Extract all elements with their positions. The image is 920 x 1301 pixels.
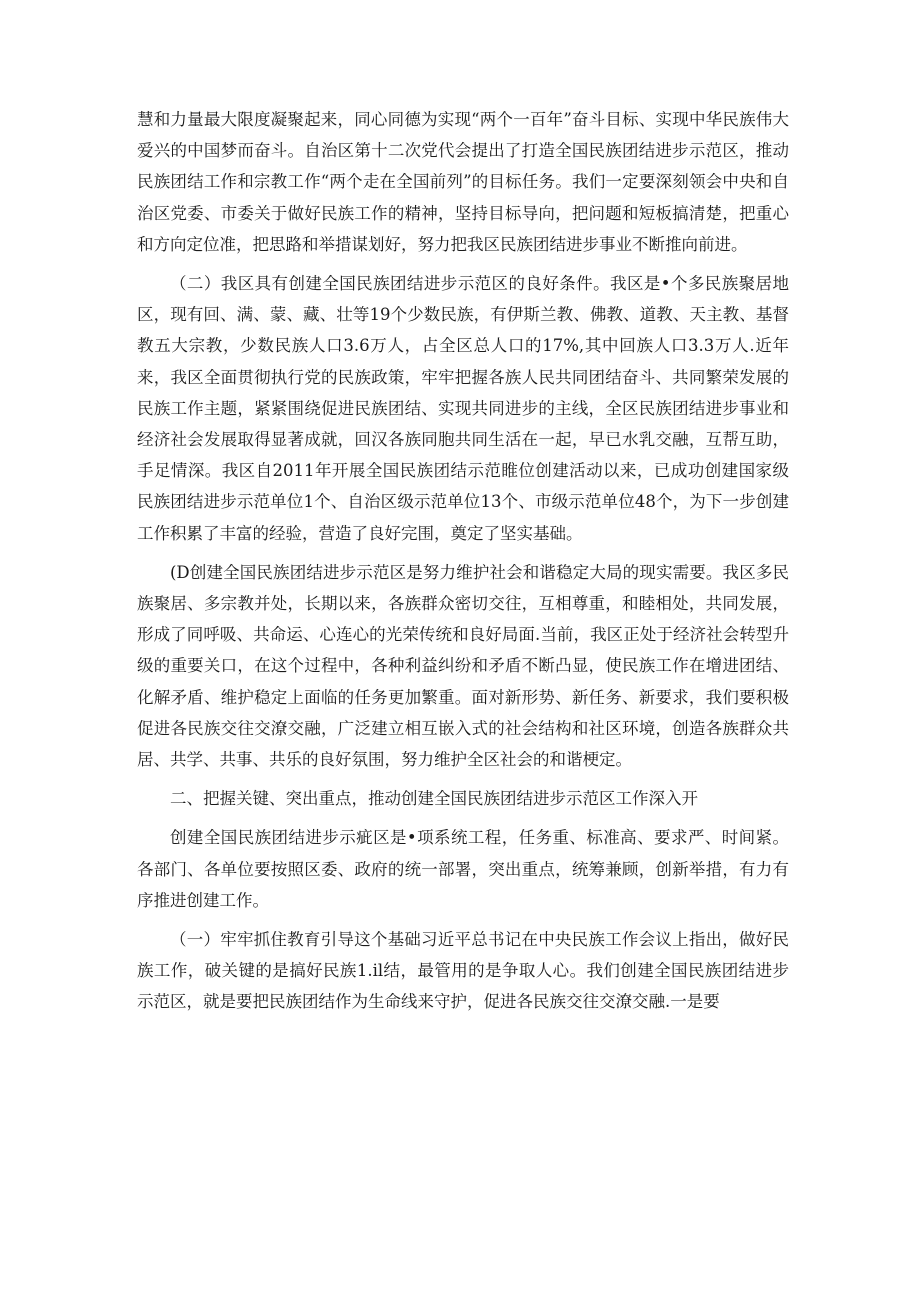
document-page <box>137 104 789 1026</box>
paragraph-1: 慧和力量最大限度凝聚起来，同心同德为实现“两个一百年”奋斗目标、实现中华民族伟大爱兴的中国梦而奋斗。自治区第十二次党代会提出了打造全国民族团结进步示范区，推动民族团结工作和宗教工作“两个走在全国前列”的目标任务。我们一定要深刻领会中央和自治区党委、市委关于做好民族工作的精神，坚持目标导向，把问题和短板搞清楚，把重心和方向定位准，把思路和举措谋划好，努力把我区民族团结进步事业不断推向前进。 <box>137 110 789 254</box>
paragraph-4: 创建全国民族团结进步示疵区是•项系统工程，任务重、标准高、要求严、时间紧。各部门、各单位要按照区委、政府的统一部署，突出重点，统筹兼顾，创新举措，有力有序推进创建工作。 <box>137 828 789 910</box>
paragraph-2: （二）我区具有创建全国民族团结进步示范区的良好条件。我区是•个多民族聚居地区，现有回、满、蒙、藏、壮等19个少数民族，有伊斯兰教、佛教、道教、天主教、基督教五大宗教，少数民族人口3.6万人，占全区总人口的17%,其中回族人口3.3万人.近年来，我区全面贯彻执行党的民族政策，牢牢把握各族人民共同团结奋斗、共同繁荣发展的民族工作主题，紧紧围绕促进民族团结、实现共同进步的主线，全区民族团结进步事业和经济社会发展取得显著成就，回汉各族同胞共同生活在一起，早已水乳交融，互帮互助，手足情深。我区自2011年开展全国民族团结示范睢位创建活动以来，已成功创建国家级民族团结进步示范单位1个、自治区级示范单位13个、市级示范单位48个，为下一步创建工作积累了丰富的经验，营造了良好完围，奠定了坚实基础。 <box>137 274 789 543</box>
paragraph-5: （一）牢牢抓住教育引导这个基础习近平总书记在中央民族工作会议上指出，做好民族工作，破关键的是搞好民族1.il结，最管用的是争取人心。我们创建全国民族团结进步示范区，就是要把民族团结作为生命线来守护，促进各民族交往交潦交融.一是要 <box>137 930 789 1012</box>
section-heading: 二、把握关键、突出重点，推动创建全国民族团结进步示范区工作深入开 <box>170 789 698 809</box>
paragraph-3: (D创建全国民族团结进步示范区是努力维护社会和谐稳定大局的现实需要。我区多民族聚居、多宗教并处，长期以来，各族群众密切交往，互相尊重，和睦相处，共同发展，形成了同呼吸、共命运、心连心的光荣传统和良好局面.当前，我区正处于经济社会转型升级的重要关口，在这个过程中，各种利益纠纷和矛盾不断凸显，使民族工作在增进团结、化解矛盾、维护稳定上面临的任务更加繁重。面对新形势、新任务、新要求，我们要积极促进各民族交往交潦交融，广泛建立相互嵌入式的社会结构和社区环境，创造各族群众共居、共学、共事、共乐的良好氛围，努力维护全区社会的和谐梗定。 <box>137 562 789 770</box>
